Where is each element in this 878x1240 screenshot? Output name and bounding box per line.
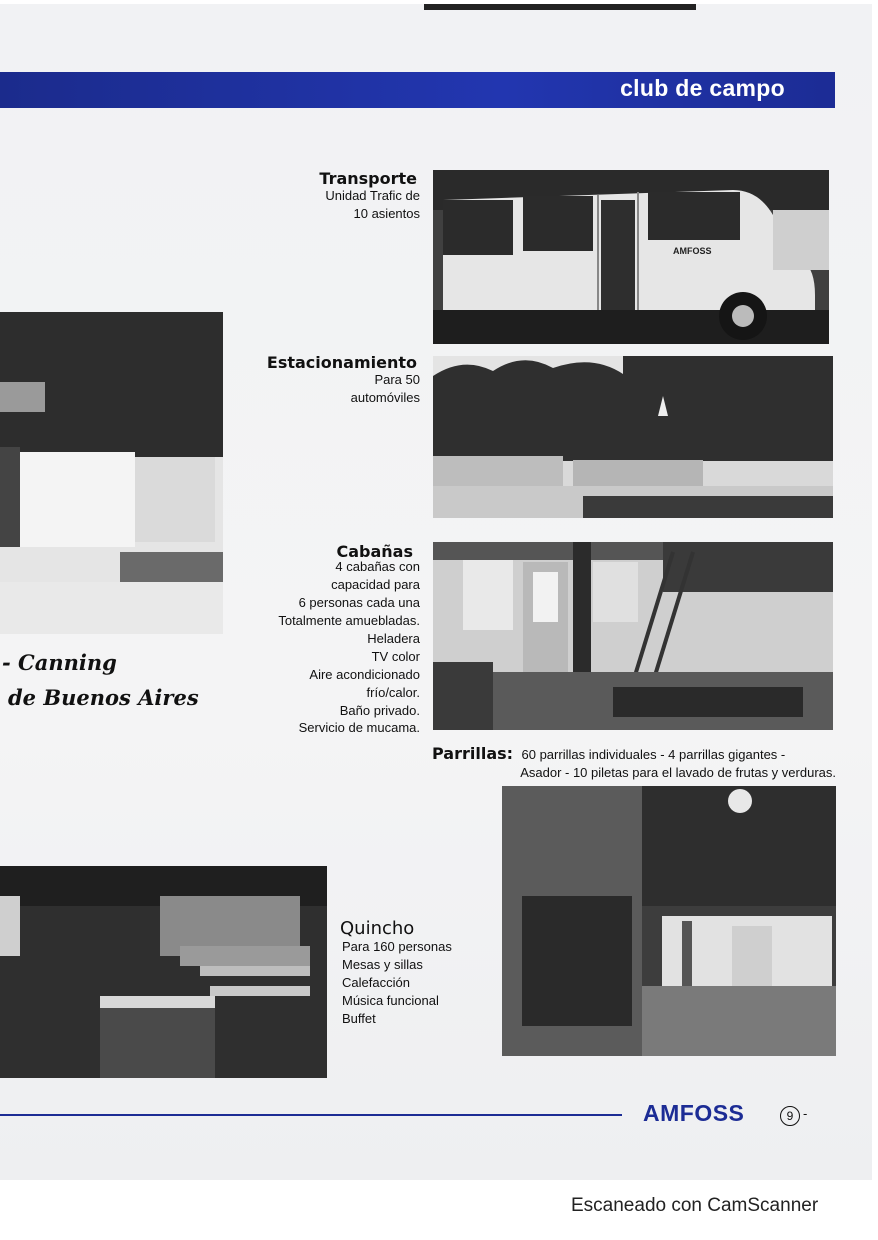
estacionamiento-line: Para 50 (374, 372, 420, 387)
cabanas-line: capacidad para (331, 577, 420, 592)
parrillas-title: Parrillas: (432, 744, 514, 763)
parrillas-line: 60 parrillas individuales - 4 parrillas gigantes - (521, 747, 786, 762)
estacionamiento-line: automóviles (350, 390, 420, 405)
quincho-line: Música funcional (342, 993, 439, 1008)
header-banner (0, 72, 835, 108)
estacionamiento-photo (433, 356, 833, 518)
cabanas-line: frío/calor. (366, 685, 420, 700)
footer-brand: AMFOSS (643, 1100, 745, 1126)
transporte-line: 10 asientos (353, 206, 420, 221)
quincho-title: Quincho (340, 918, 415, 939)
van-logo-text: AMFOSS (673, 246, 712, 256)
cabin-exterior-photo (0, 312, 223, 634)
parrillas-block (432, 744, 842, 764)
transporte-title: Transporte (319, 169, 417, 188)
footer-rule (0, 1114, 622, 1116)
scanner-watermark: Escaneado con CamScanner (571, 1195, 819, 1216)
quincho-line: Buffet (342, 1011, 376, 1026)
header-title: club de campo (620, 75, 785, 101)
cabanas-photo (433, 542, 833, 730)
quincho-line: Calefacción (342, 975, 410, 990)
location-line: - Canning (2, 650, 117, 675)
cabanas-line: Servicio de mucama. (298, 720, 420, 735)
quincho-line: Para 160 personas (342, 939, 452, 954)
estacionamiento-title: Estacionamiento (266, 353, 417, 372)
page-number: 9 (780, 1106, 800, 1126)
cabanas-line: Heladera (367, 631, 420, 646)
transporte-photo (433, 170, 829, 344)
parrillas-line: Asador - 10 piletas para el lavado de frutas y verduras. (520, 765, 836, 780)
transporte-line: Unidad Trafic de (325, 188, 420, 203)
cabanas-line: TV color (371, 649, 420, 664)
cabanas-line: 6 personas cada una (298, 595, 420, 610)
cabanas-line: Aire acondicionado (309, 667, 420, 682)
magazine-page (0, 4, 872, 1180)
location-line: de Buenos Aires (8, 685, 199, 710)
top-edge-strip (424, 4, 696, 10)
cabanas-line: Totalmente amuebladas. (278, 613, 420, 628)
quincho-photo (0, 866, 327, 1078)
footer-dash: - (803, 1106, 808, 1121)
cabanas-line: Baño privado. (339, 703, 420, 718)
parrillas-photo (502, 786, 836, 1056)
cabanas-title: Cabañas (336, 542, 413, 561)
cabanas-line: 4 cabañas con (335, 559, 420, 574)
quincho-line: Mesas y sillas (342, 957, 423, 972)
